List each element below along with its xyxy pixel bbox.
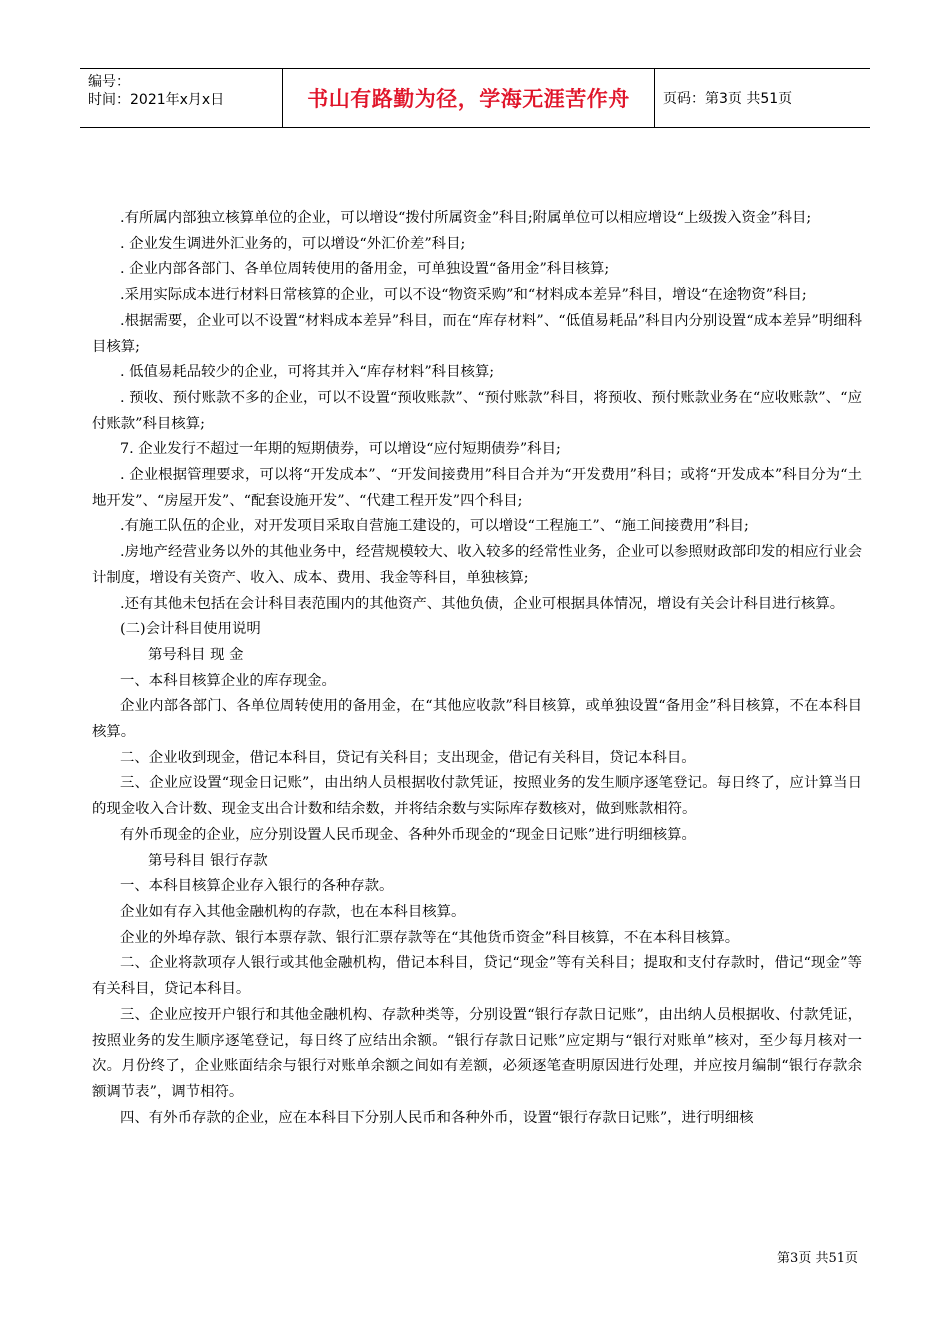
paragraph: . 预收、预付账款不多的企业，可以不设置“预收账款”、“预付账款”科目，将预收、预付账款业务在“应收账款”、“应付账款”科目核算; bbox=[92, 389, 862, 432]
paragraph: . 低值易耗品较少的企业，可将其并入“库存材料”科目核算; bbox=[120, 364, 495, 381]
paragraph: 企业内部各部门、各单位周转使用的备用金，在“其他应收款”科目核算，或单独设置“备用金”科目核算，不在本科目核算。 bbox=[92, 698, 862, 741]
paragraph: .还有其他未包括在会计科目表范围内的其他资产、其他负债，企业可根据具体情况，增设有关会计科目进行核算。 bbox=[120, 595, 845, 612]
header-page-number: 页码：第3页 共51页 bbox=[663, 91, 793, 107]
page-header bbox=[80, 68, 870, 128]
paragraph: 二、企业将款项存人银行或其他金融机构，借记本科目，贷记“现金”等有关科目；提取和支付存款时，借记“现金”等有关科目，贷记本科目。 bbox=[92, 955, 862, 998]
paragraph: . 企业根据管理要求，可以将“开发成本”、“开发间接费用”科目合并为“开发费用”科目；或将“开发成本”科目分为“土地开发”、“房屋开发”、“配套设施开发”、“代建工程开发”四个科目; bbox=[92, 467, 862, 509]
paragraph: 三、企业应设置“现金日记账”，由出纳人员根据收付款凭证，按照业务的发生顺序逐笔登记。每日终了，应计算当日的现金收入合计数、现金支出合计数和结余数，并将结余数与实际库存数核对，做到账款相符。 bbox=[92, 775, 862, 818]
paragraph: 有外币现金的企业，应分别设置人民币现金、各种外币现金的“现金日记账”进行明细核算。 bbox=[120, 826, 696, 843]
page-footer: 第3页 共51页 bbox=[777, 1251, 858, 1266]
document-number-label: 编号： bbox=[88, 74, 130, 90]
header-motto: 书山有路勤为径，学海无涯苦作舟 bbox=[282, 69, 655, 127]
paragraph: 企业的外埠存款、银行本票存款、银行汇票存款等在“其他货币资金”科目核算，不在本科目核算。 bbox=[120, 929, 740, 946]
paragraph: . 企业发生调进外汇业务的，可以增设“外汇价差”科目; bbox=[120, 235, 466, 252]
paragraph: 7. 企业发行不超过一年期的短期债券，可以增设“应付短期债券”科目; bbox=[120, 441, 561, 458]
paragraph: .根据需要，企业可以不设置“材料成本差异”科目，而在“库存材料”、“低值易耗品”科目内分别设置“成本差异”明细科目核算; bbox=[92, 312, 862, 355]
header-info bbox=[80, 69, 282, 127]
paragraph: .采用实际成本进行材料日常核算的企业，可以不设“物资采购”和“材料成本差异”科目，增设“在途物资”科目; bbox=[120, 287, 807, 304]
paragraph: 一、本科目核算企业存入银行的各种存款。 bbox=[120, 878, 394, 895]
paragraph: 企业如有存入其他金融机构的存款，也在本科目核算。 bbox=[120, 903, 466, 920]
document-time-label: 时间：2021年x月x日 bbox=[88, 92, 225, 108]
account-title: 第号科目 现 金 bbox=[148, 646, 244, 663]
paragraph: .有所属内部独立核算单位的企业，可以增设“拨付所属资金”科目;附属单位可以相应增设“上级拨入资金”科目; bbox=[120, 210, 812, 226]
paragraph: .房地产经营业务以外的其他业务中，经营规模较大、收入较多的经常性业务，企业可以参照财政部印发的相应行业会计制度，增设有关资产、收入、成本、费用、我金等科目，单独核算; bbox=[92, 544, 862, 586]
paragraph: 四、有外币存款的企业，应在本科目下分别人民币和各种外币，设置“银行存款日记账”，进行明细核 bbox=[120, 1109, 754, 1126]
account-title: 第号科目 银行存款 bbox=[148, 852, 268, 869]
document-body bbox=[92, 206, 862, 1131]
paragraph: . 企业内部各部门、各单位周转使用的备用金，可单独设置“备用金”科目核算; bbox=[120, 261, 610, 278]
section-heading: (二)会计科目使用说明 bbox=[120, 621, 261, 638]
paragraph: 三、企业应按开户银行和其他金融机构、存款种类等，分别设置“银行存款日记账”，由出纳人员根据收、付款凭证，按照业务的发生顺序逐笔登记，每日终了应结出余额。“银行存款日记账”应定期与“银行对账单”核对，至少每月核对一次。月份终了，企业账面结余与银行对账单余额之间如有差额，必须逐笔查明原因进行处理，并应按月编制“银行存款余额调节表”，调节相符。 bbox=[92, 1006, 862, 1100]
paragraph: 一、本科目核算企业的库存现金。 bbox=[120, 672, 336, 689]
paragraph: .有施工队伍的企业，对开发项目采取自营施工建设的，可以增设“工程施工”、“施工间接费用”科目; bbox=[120, 518, 749, 535]
paragraph: 二、企业收到现金，借记本科目，贷记有关科目；支出现金，借记有关科目，贷记本科目。 bbox=[120, 749, 696, 766]
